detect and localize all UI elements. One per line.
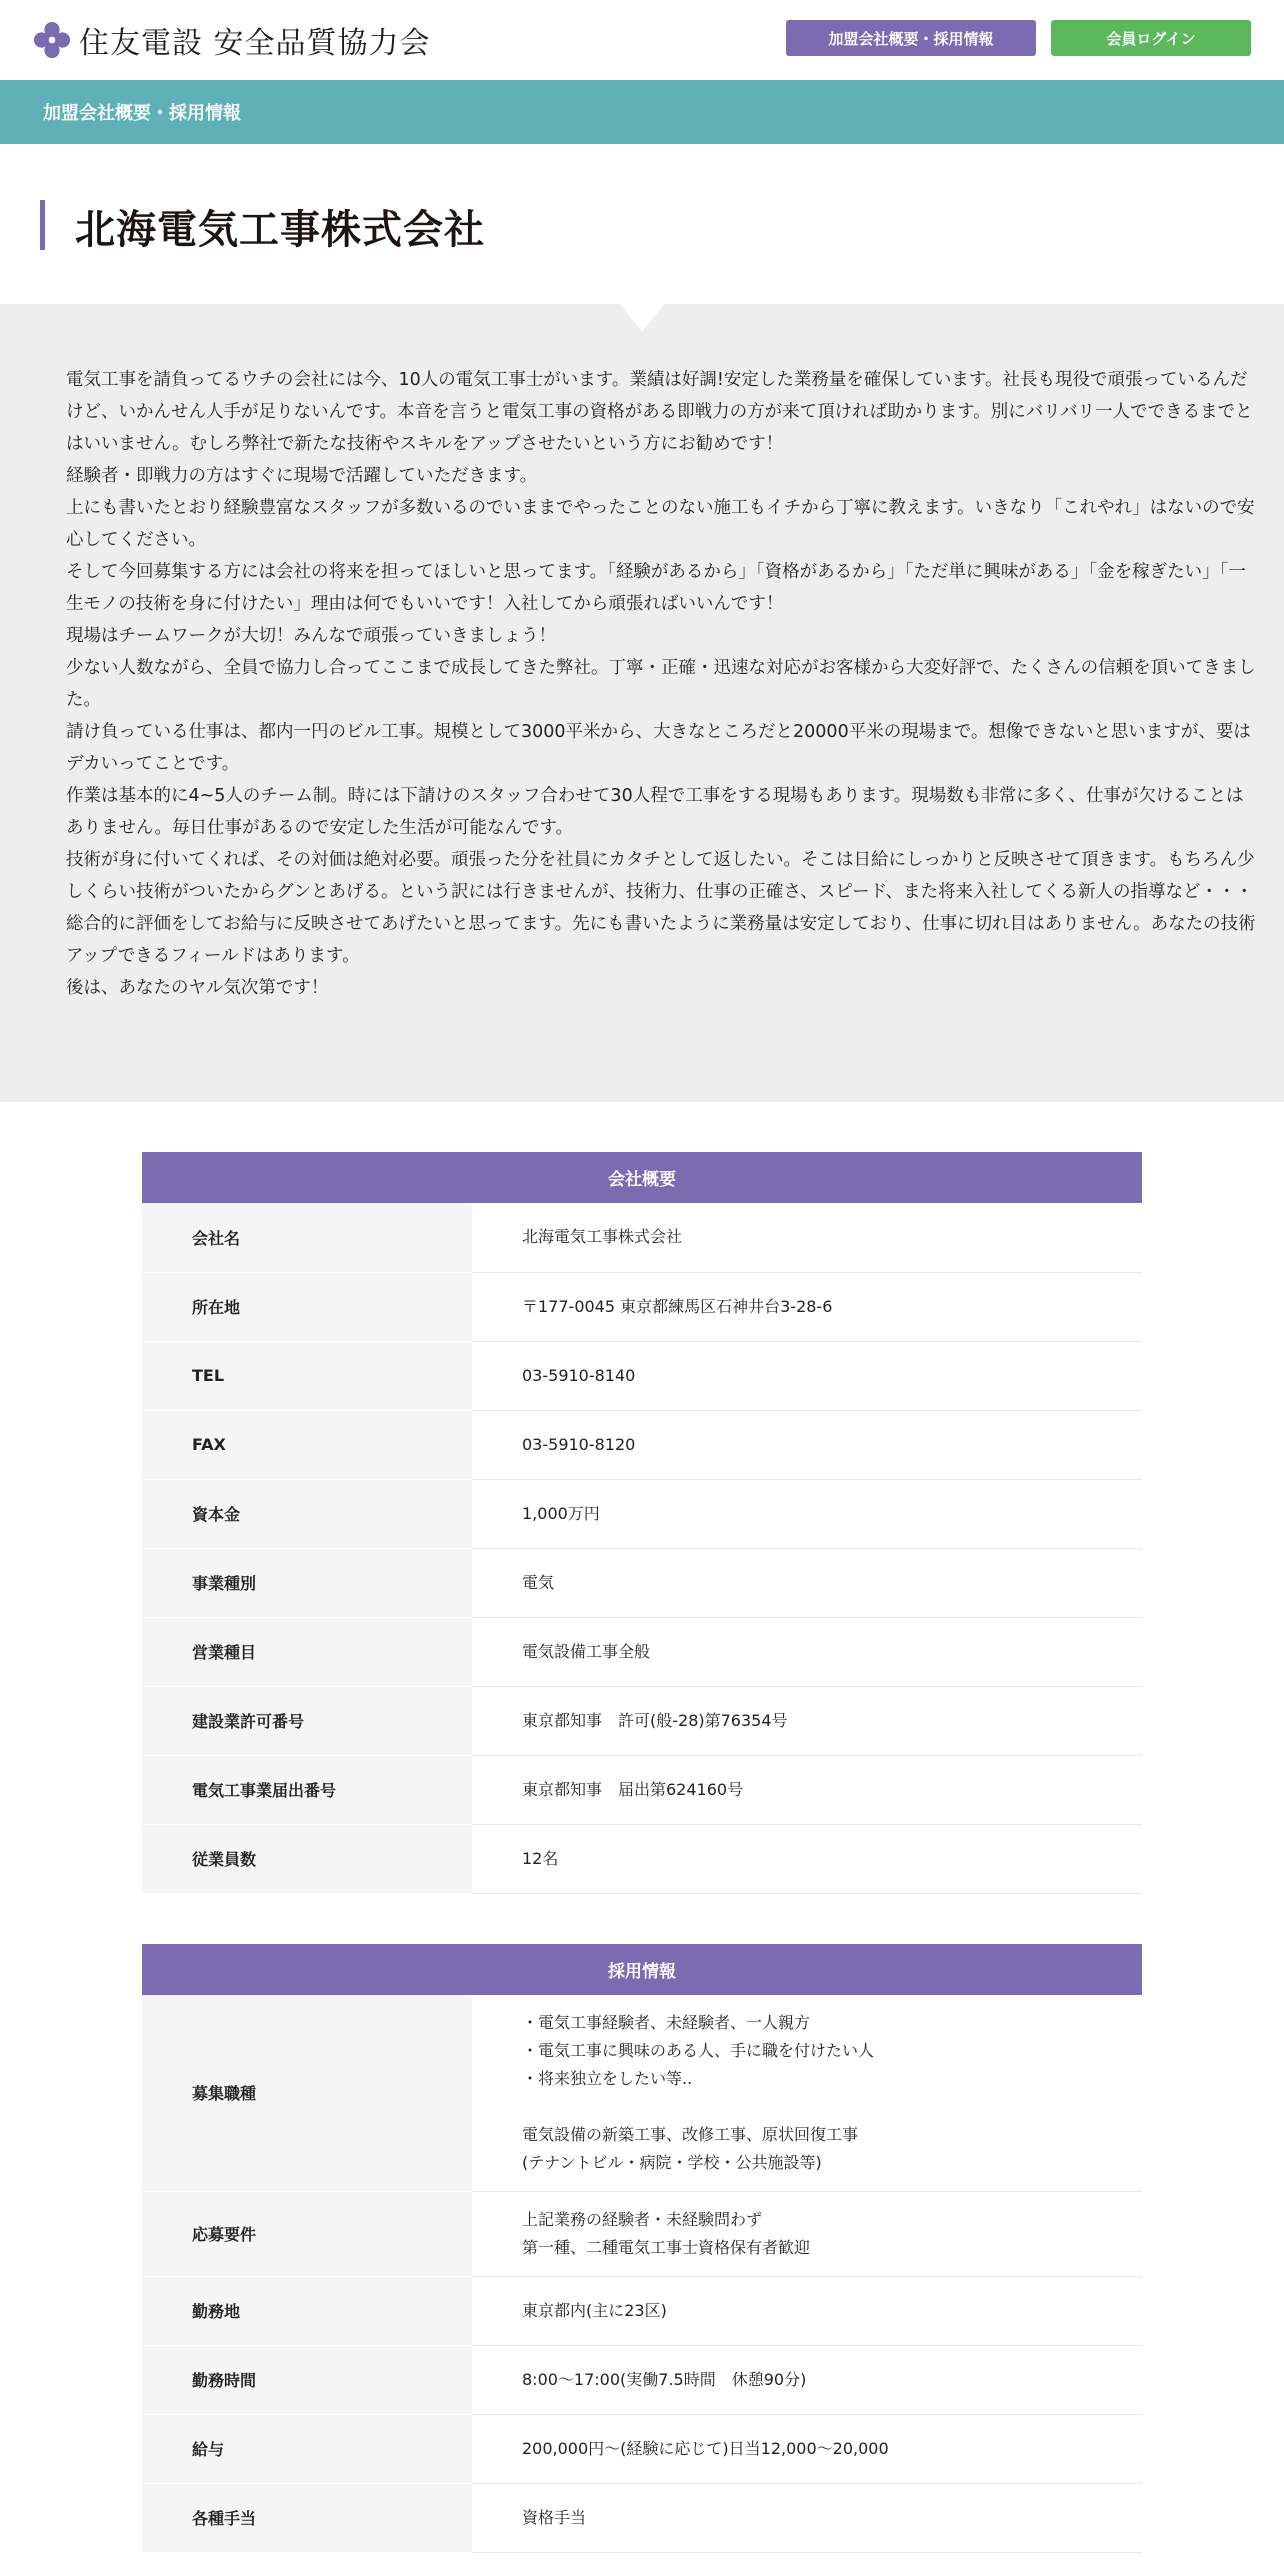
title-accent-bar (40, 200, 45, 250)
intro-paragraph: 作業は基本的に4~5人のチーム制。時には下請けのスタッフ合わせて30人程で工事をする現場もあります。現場数も非常に多く、仕事が欠けることはありません。毎日仕事があるので安定した生活が可能なんです。 (66, 786, 1244, 838)
table-row (142, 1995, 1142, 2192)
table-row (142, 2345, 1142, 2414)
row-value: 03-5910-8140 (472, 1341, 1142, 1410)
row-value: 8:00〜17:00(実働7.5時間 休憩90分) (472, 2345, 1142, 2414)
row-label: 従業員数 (142, 1824, 472, 1893)
row-label: 営業種目 (142, 1617, 472, 1686)
row-value: ・電気工事経験者、未経験者、一人親方 ・電気工事に興味のある人、手に職を付けたい人 ・将来独立をしたい等.. 電気設備の新築工事、改修工事、原状回復工事 (テナントビル・病院・学校・公共施設等) (472, 1995, 1142, 2192)
intro-paragraph: 技術が身に付いてくれば、その対価は絶対必要。頑張った分を社員にカタチとして返したい。そこは日給にしっかりと反映させて頂きます。もちろん少しくらい技術がついたからグンとあげる。という訳には行きませんが、技術力、仕事の正確さ、スピード、また将来入社してくる新人の指導など・・・ (66, 850, 1255, 902)
intro-paragraph: 後は、あなたのヤル気次第です！ (66, 978, 329, 998)
table-row (142, 1617, 1142, 1686)
row-value: 上記業務の経験者・未経験問わず 第一種、二種電気工事士資格保有者歓迎 (472, 2191, 1142, 2276)
intro-paragraph: 請け負っている仕事は、都内一円のビル工事。規模として3000平米から、大きなところだと20000平米の現場まで。想像できないと思いますが、要はデカいってことです。 (66, 722, 1251, 774)
intro-section (0, 304, 1284, 1102)
table-row (142, 1824, 1142, 1893)
table-row (142, 1203, 1142, 1272)
table-row (142, 2276, 1142, 2345)
intro-paragraph: 上にも書いたとおり経験豊富なスタッフが多数いるのでいままでやったことのない施工もイチから丁寧に教えます。いきなり「これやれ」はないので安心してください。 (66, 498, 1255, 550)
recruit-table (142, 1944, 1142, 2553)
table-row (142, 1548, 1142, 1617)
login-button[interactable]: 会員ログイン (1051, 20, 1251, 56)
row-label: 勤務時間 (142, 2345, 472, 2414)
row-label: 勤務地 (142, 2276, 472, 2345)
row-value: 電気 (472, 1548, 1142, 1617)
table-row (142, 2483, 1142, 2552)
row-label: 募集職種 (142, 1995, 472, 2192)
row-value: 東京都知事 届出第624160号 (472, 1755, 1142, 1824)
row-value: 1,000万円 (472, 1479, 1142, 1548)
table-row (142, 1479, 1142, 1548)
row-label: 事業種別 (142, 1548, 472, 1617)
row-value: 〒177-0045 東京都練馬区石神井台3-28-6 (472, 1272, 1142, 1341)
row-value: 北海電気工事株式会社 (472, 1203, 1142, 1272)
site-logo[interactable] (33, 18, 431, 62)
row-label: 建設業許可番号 (142, 1686, 472, 1755)
row-value: 資格手当 (472, 2483, 1142, 2552)
row-value: 東京都内(主に23区) (472, 2276, 1142, 2345)
site-header (0, 0, 1284, 80)
row-label: 各種手当 (142, 2483, 472, 2552)
table-row (142, 2414, 1142, 2483)
breadcrumb-bar (0, 80, 1284, 144)
table-row (142, 1755, 1142, 1824)
company-table (142, 1152, 1142, 1894)
recruit-table-caption: 採用情報 (142, 1944, 1142, 1995)
table-row (142, 1686, 1142, 1755)
row-value: 東京都知事 許可(般-28)第76354号 (472, 1686, 1142, 1755)
company-table-caption: 会社概要 (142, 1152, 1142, 1203)
row-label: 給与 (142, 2414, 472, 2483)
row-value: 03-5910-8120 (472, 1410, 1142, 1479)
page-title: 北海電気工事株式会社 (75, 207, 485, 253)
table-row (142, 2191, 1142, 2276)
row-label: TEL (142, 1341, 472, 1410)
breadcrumb-label: 加盟会社概要・採用情報 (43, 103, 241, 124)
member-info-button[interactable]: 加盟会社概要・採用情報 (786, 20, 1036, 56)
table-row (142, 1341, 1142, 1410)
intro-paragraph: 経験者・即戦力の方はすぐに現場で活躍していただきます。 (66, 466, 538, 486)
site-name: 住友電設 安全品質協力会 (79, 26, 431, 61)
intro-paragraph: 総合的に評価をしてお給与に反映させてあげたいと思ってます。先にも書いたように業務量は安定しており、仕事に切れ目はありません。あなたの技術アップできるフィールドはあります。 (66, 914, 1256, 966)
row-label: 所在地 (142, 1272, 472, 1341)
intro-paragraph: 現場はチームワークが大切！みんなで頑張っていきましょう！ (66, 626, 556, 646)
intro-paragraph: 少ない人数ながら、全員で協力し合ってここまで成長してきた弊社。丁寧・正確・迅速な対応がお客様から大変好評で、たくさんの信頼を頂いてきました。 (66, 658, 1256, 710)
row-value: 12名 (472, 1824, 1142, 1893)
intro-notch (620, 304, 664, 332)
tables-section (0, 1102, 1284, 2553)
row-label: 資本金 (142, 1479, 472, 1548)
row-label: 応募要件 (142, 2191, 472, 2276)
intro-paragraph: 電気工事を請負ってるウチの会社には今、10人の電気工事士がいます。業績は好調!安定した業務量を確保しています。社長も現役で頑張っているんだけど、いかんせん人手が足りないんです。本音を言うと電気工事の資格がある即戦力の方が来て頂ければ助かります。別にバリバリ一人でできるまでとはいいません。むしろ弊社で新たな技術やスキルをアップさせたいという方にお勧めです！ (66, 370, 1253, 454)
table-row (142, 1272, 1142, 1341)
intro-paragraph: そして今回募集する方には会社の将来を担ってほしいと思ってます。「経験があるから」「資格があるから」「ただ単に興味がある」「金を稼ぎたい」「一生モノの技術を身に付けたい」理由は何でもいいです！入社してから頑張ればいいんです！ (66, 562, 1246, 614)
flower-crest-icon (33, 21, 71, 59)
row-value: 電気設備工事全般 (472, 1617, 1142, 1686)
title-area (0, 144, 1284, 304)
table-row (142, 1410, 1142, 1479)
row-value: 200,000円〜(経験に応じて)日当12,000〜20,000 (472, 2414, 1142, 2483)
row-label: 電気工事業届出番号 (142, 1755, 472, 1824)
row-label: FAX (142, 1410, 472, 1479)
row-label: 会社名 (142, 1203, 472, 1272)
